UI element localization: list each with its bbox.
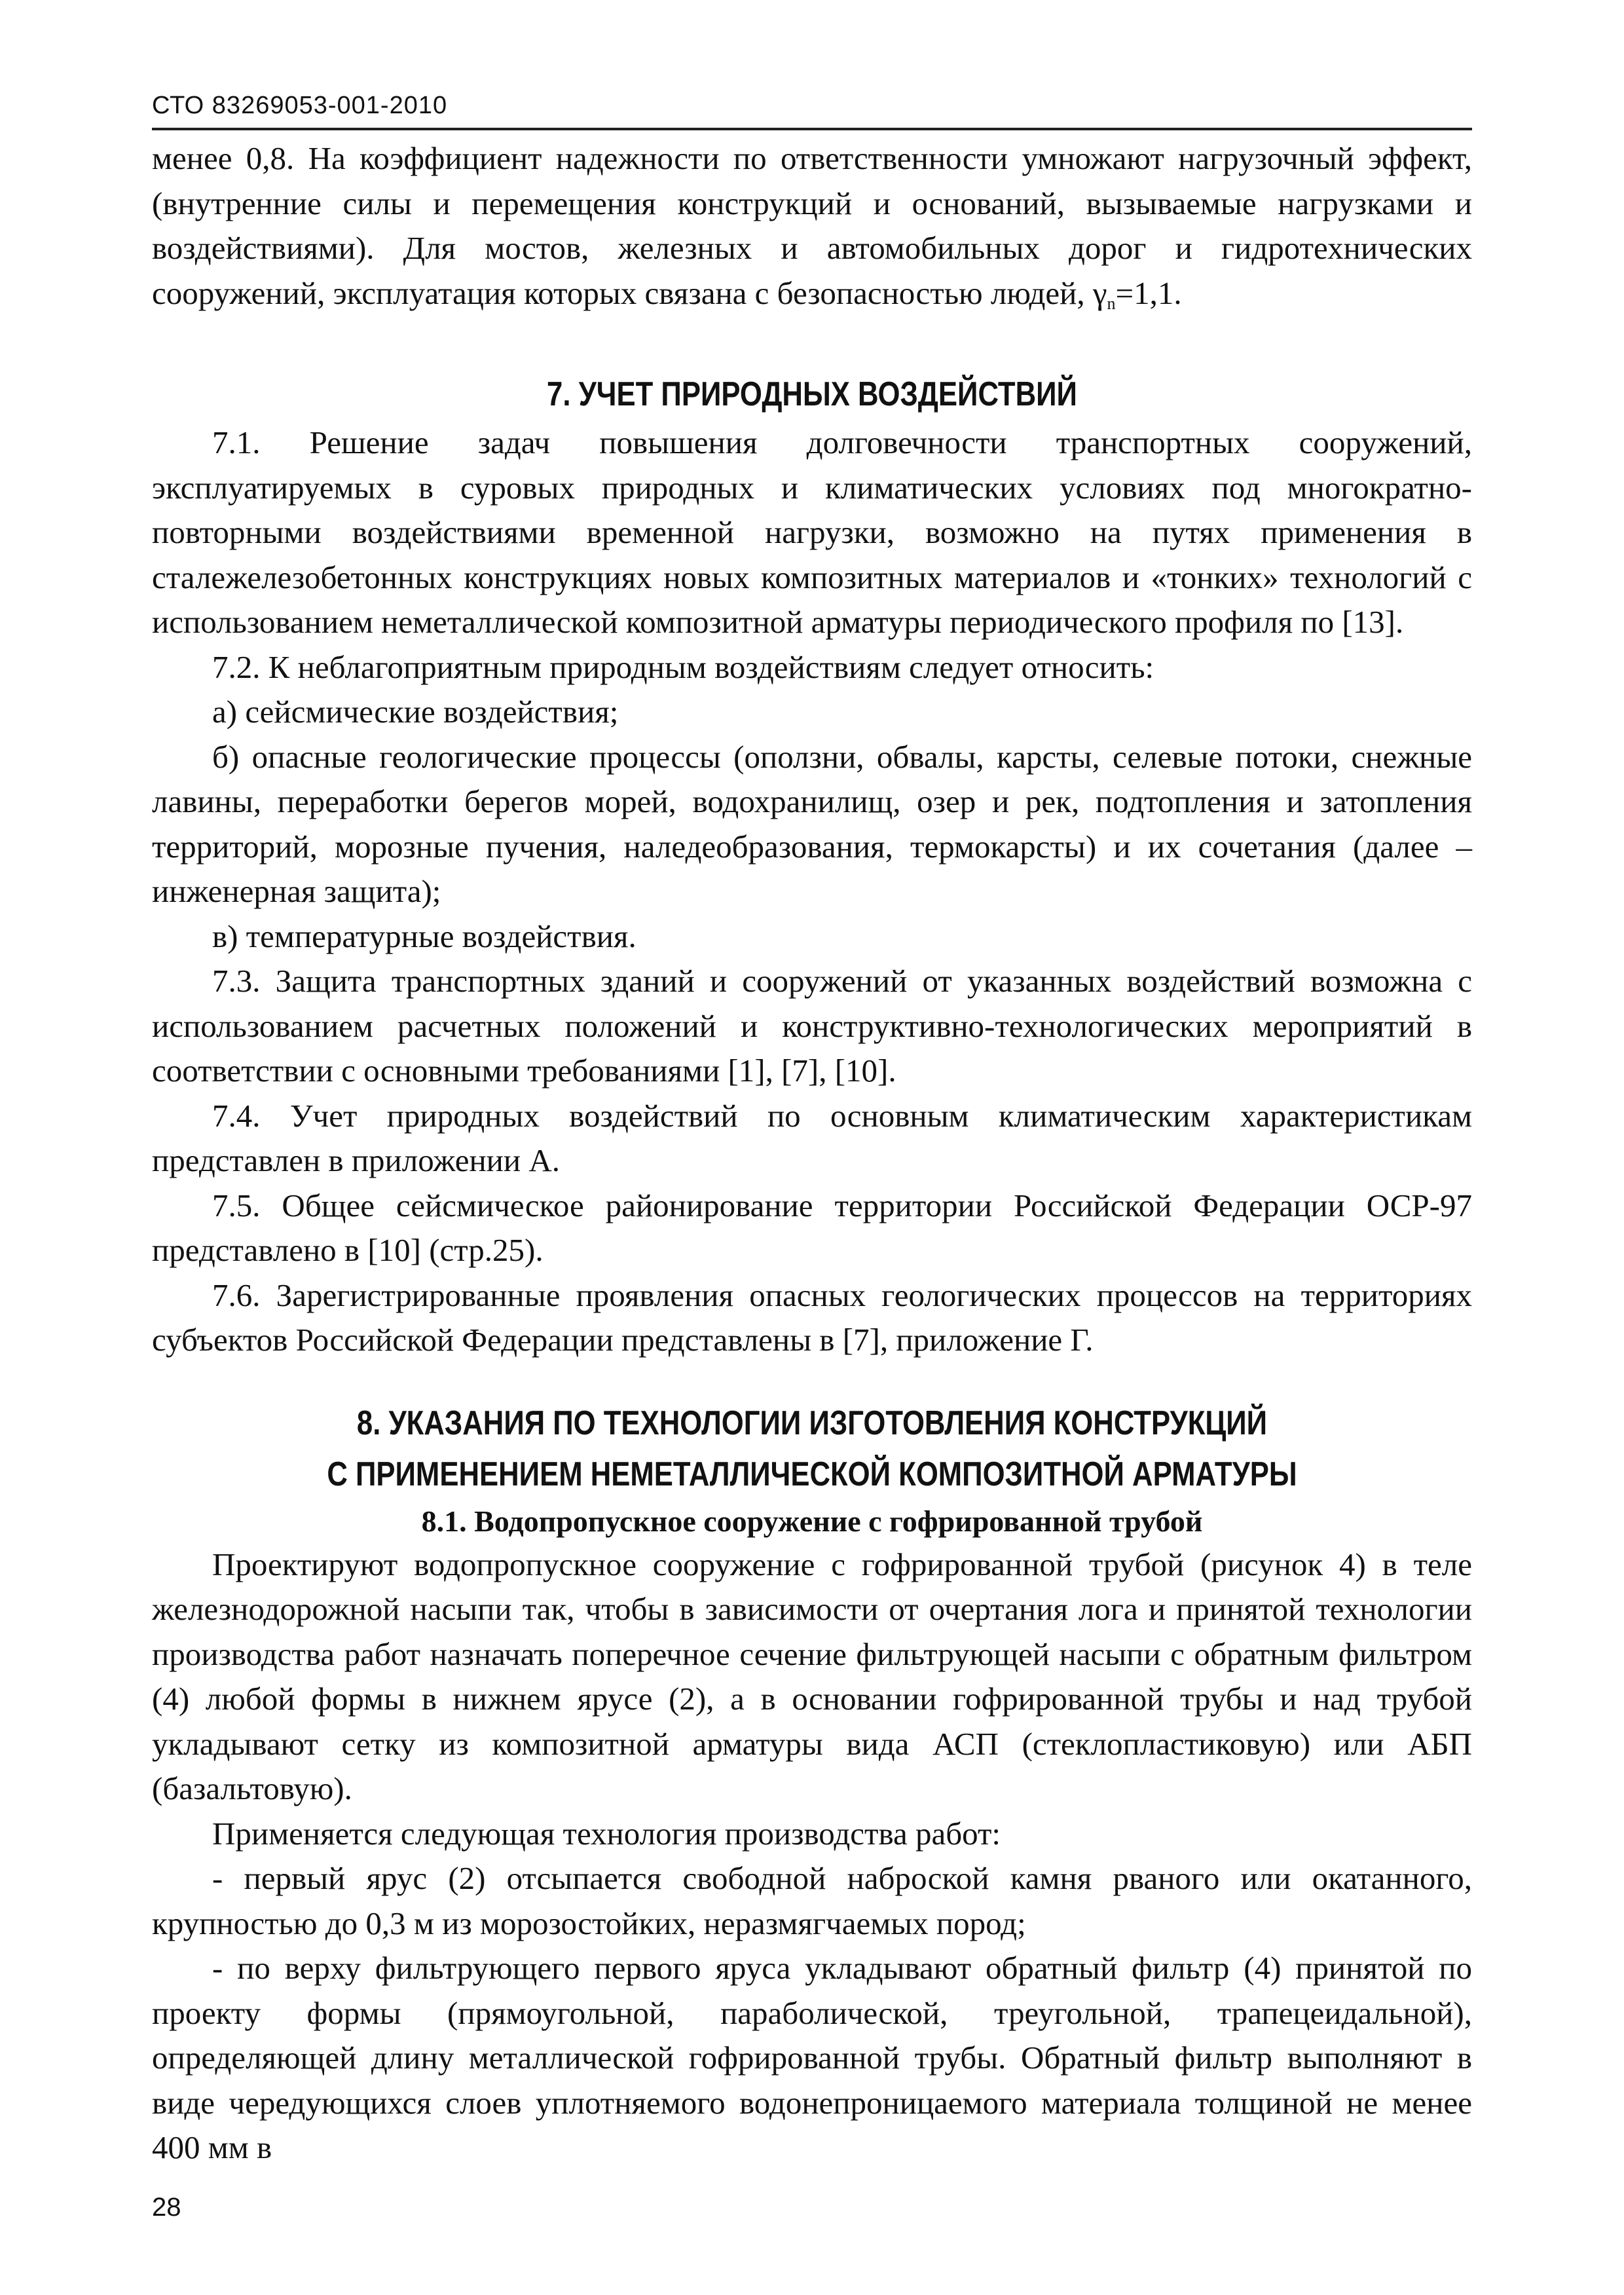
list-item-v: в) температурные воздействия. bbox=[212, 918, 637, 954]
subsection-8-1-title: 8.1. Водопропускное сооружение с гофрированной трубой bbox=[421, 1504, 1203, 1538]
paragraph-8-technology: Применяется следующая технология производства работ: bbox=[212, 1815, 1001, 1852]
list-item-first-tier: - первый ярус (2) отсыпается свободной наброской камня рваного или окатанного, крупностью до 0,3 м из морозостойких, неразмягчаемых пород; bbox=[152, 1860, 1472, 1941]
intro-paragraph bbox=[152, 136, 1472, 326]
intro-text-end: =1,1. bbox=[1115, 274, 1182, 311]
section-7-title: 7. УЧЕТ ПРИРОДНЫХ ВОЗДЕЙСТВИЙ bbox=[547, 375, 1077, 413]
page-body bbox=[152, 136, 1472, 2171]
intro-text: менее 0,8. На коэффициент надежности по ответственности умножают нагрузочный эффект, (внутренние силы и перемещения конструкций и оснований, вызываемые нагрузками и воздействиями). Для мостов, железных и автомобильных дорог и гидротехнических сооружений, эксплуатация которых связана с безопасностью людей, γ bbox=[152, 140, 1472, 311]
list-item-b: б) опасные геологические процессы (оползни, обвалы, карсты, селевые потоки, снежные лавины, переработки берегов морей, водохранилищ, озер и рек, подтопления и затопления территорий, морозные пучения, наледеобразования, термокарсты) и их сочетания (далее – инженерная защита); bbox=[152, 738, 1472, 909]
page-number: 28 bbox=[152, 2193, 181, 2222]
paragraph-7-5: 7.5. Общее сейсмическое районирование территории Российской Федерации ОСР-97 представлено в [10] (стр.25). bbox=[152, 1187, 1472, 1268]
paragraph-7-2: 7.2. К неблагоприятным природным воздействиям следует относить: bbox=[212, 648, 1154, 685]
gamma-subscript: n bbox=[1107, 293, 1116, 313]
list-item-reverse-filter: - по верху фильтрующего первого яруса укладывают обратный фильтр (4) принятой по проекту формы (прямоугольной, параболической, треугольной, трапецеидальной), определяющей длину металлической гофрированной трубы. Обратный фильтр выполняют в виде чередующихся слоев уплотняемого водонепроницаемого материала толщиной не менее 400 мм в bbox=[152, 1950, 1472, 2165]
document-code-header bbox=[152, 92, 1472, 130]
document-code: СТО 83269053-001-2010 bbox=[152, 92, 448, 119]
paragraph-7-4: 7.4. Учет природных воздействий по основным климатическим характеристикам представлен в приложении А. bbox=[152, 1097, 1472, 1178]
section-8-title-line-2: С ПРИМЕНЕНИЕМ НЕМЕТАЛЛИЧЕСКОЙ КОМПОЗИТНОЙ АРМАТУРЫ bbox=[327, 1455, 1297, 1493]
section-8-title-line-1: 8. УКАЗАНИЯ ПО ТЕХНОЛОГИИ ИЗГОТОВЛЕНИЯ КОНСТРУКЦИЙ bbox=[356, 1404, 1268, 1442]
paragraph-8-1: Проектируют водопропускное сооружение с гофрированной трубой (рисунок 4) в теле железнодорожной насыпи так, чтобы в зависимости от очертания лога и принятой технологии производства работ назначать поперечное сечение фильтрующей насыпи с обратным фильтром (4) любой формы в нижнем ярусе (2), а в основании гофрированной трубы и над трубой укладывают сетку из композитной арматуры вида АСП (стеклопластиковую) или АБП (базальтовую). bbox=[152, 1546, 1472, 1806]
paragraph-7-6: 7.6. Зарегистрированные проявления опасных геологических процессов на территориях субъектов Российской Федерации представлены в [7], приложение Г. bbox=[152, 1277, 1472, 1358]
list-item-a: а) сейсмические воздействия; bbox=[212, 694, 619, 730]
paragraph-7-3: 7.3. Защита транспортных зданий и сооружений от указанных воздействий возможна с использованием расчетных положений и конструктивно-технологических мероприятий в соответствии с основными требованиями [1], [7], [10]. bbox=[152, 963, 1472, 1089]
paragraph-7-1: 7.1. Решение задач повышения долговечности транспортных сооружений, эксплуатируемых в суровых природных и климатических условиях под многократно-повторными воздействиями временной нагрузки, возможно на путях применения в сталежелезобетонных конструкциях новых композитных материалов и «тонких» технологий с использованием неметаллической композитной арматуры периодического профиля по [13]. bbox=[152, 424, 1472, 640]
